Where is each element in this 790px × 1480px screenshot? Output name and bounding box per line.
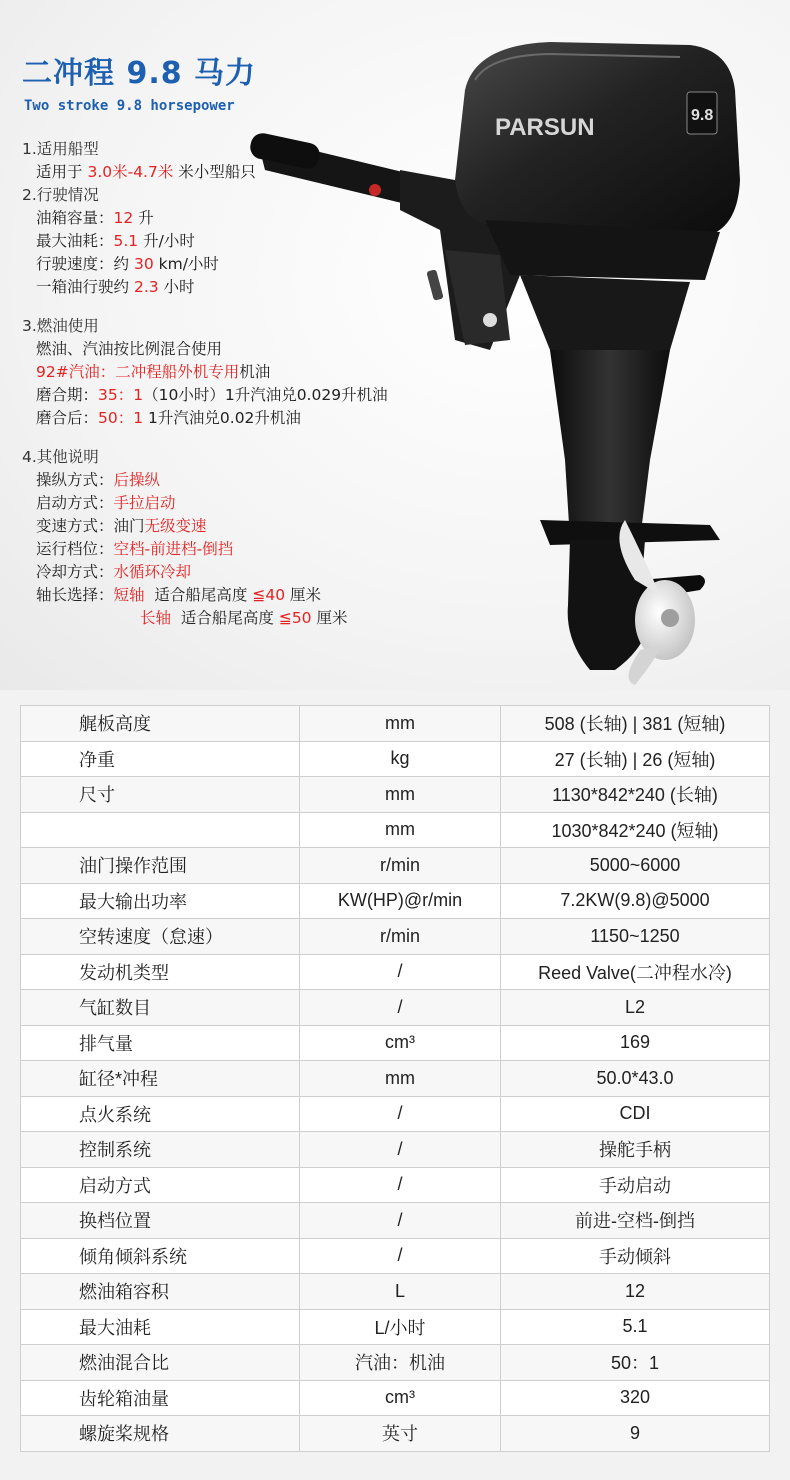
text: 1升汽油兑0.02升机油 bbox=[148, 409, 301, 427]
start-line bbox=[22, 492, 492, 515]
value: 长轴 bbox=[140, 609, 172, 627]
spec-value-cell: 5000~6000 bbox=[501, 848, 770, 884]
range-line bbox=[22, 276, 492, 299]
table-row bbox=[21, 706, 770, 742]
unit: 厘米 bbox=[316, 609, 348, 627]
table-row bbox=[21, 1380, 770, 1416]
value: ≦50 bbox=[278, 609, 312, 627]
text: 油门 bbox=[113, 517, 145, 535]
feature-list bbox=[22, 138, 492, 630]
spec-name-cell bbox=[21, 812, 300, 848]
section-heading-other: 4.其他说明 bbox=[22, 448, 99, 466]
spec-name-cell: 最大输出功率 bbox=[21, 883, 300, 919]
label: 变速方式： bbox=[36, 517, 114, 535]
spec-name-cell: 燃油箱容积 bbox=[21, 1274, 300, 1310]
fuel-line-1: 燃油、汽油按比例混合使用 bbox=[36, 340, 223, 358]
table-row bbox=[21, 990, 770, 1026]
table-row bbox=[21, 1025, 770, 1061]
spec-unit-cell: r/min bbox=[300, 848, 501, 884]
spec-name-cell: 油门操作范围 bbox=[21, 848, 300, 884]
value: 手拉启动 bbox=[113, 494, 176, 512]
spec-unit-cell: KW(HP)@r/min bbox=[300, 883, 501, 919]
page-title: 二冲程 9.8 马力 bbox=[22, 56, 257, 91]
value: 无级变速 bbox=[144, 517, 207, 535]
text: 机油 bbox=[239, 363, 271, 381]
boat-type-line bbox=[22, 161, 492, 184]
unit: 升/小时 bbox=[143, 232, 195, 250]
label: 磨合期： bbox=[36, 386, 99, 404]
ratio: 50：1 bbox=[98, 409, 144, 427]
spacer bbox=[22, 430, 492, 446]
text: 适合船尾高度 bbox=[180, 609, 274, 627]
label: 最大油耗： bbox=[36, 232, 114, 250]
brand-logo: PARSUN bbox=[495, 114, 595, 141]
spec-name-cell: 控制系统 bbox=[21, 1132, 300, 1168]
unit: 厘米 bbox=[290, 586, 322, 604]
label: 一箱油行驶约 bbox=[36, 278, 130, 296]
table-row bbox=[21, 777, 770, 813]
spec-value-cell: CDI bbox=[501, 1096, 770, 1132]
text: 米小型船只 bbox=[178, 163, 256, 181]
label: 油箱容量： bbox=[36, 209, 114, 227]
unit: km/小时 bbox=[158, 255, 219, 273]
spec-name-cell: 启动方式 bbox=[21, 1167, 300, 1203]
spec-name-cell: 尺寸 bbox=[21, 777, 300, 813]
label: 磨合后： bbox=[36, 409, 99, 427]
label: 轴长选择： bbox=[36, 586, 114, 604]
value: 二冲程船外机专用 bbox=[115, 363, 240, 381]
table-row bbox=[21, 1345, 770, 1381]
speed-line bbox=[22, 253, 492, 276]
control-line bbox=[22, 469, 492, 492]
spec-name-cell: 缸径*冲程 bbox=[21, 1061, 300, 1097]
gear-line bbox=[22, 538, 492, 561]
spec-value-cell: 手动倾斜 bbox=[501, 1238, 770, 1274]
table-row bbox=[21, 1167, 770, 1203]
spec-unit-cell: r/min bbox=[300, 919, 501, 955]
spec-unit-cell: mm bbox=[300, 1061, 501, 1097]
spec-value-cell: Reed Valve(二冲程水冷) bbox=[501, 954, 770, 990]
spec-unit-cell: mm bbox=[300, 706, 501, 742]
section-heading-fuel: 3.燃油使用 bbox=[22, 317, 99, 335]
spec-value-cell: 1150~1250 bbox=[501, 919, 770, 955]
label: 冷却方式： bbox=[36, 563, 114, 581]
spec-value-cell: 50：1 bbox=[501, 1345, 770, 1381]
spec-unit-cell: / bbox=[300, 1238, 501, 1274]
spec-name-cell: 螺旋桨规格 bbox=[21, 1416, 300, 1452]
tank-line bbox=[22, 207, 492, 230]
text: 适用于 bbox=[36, 163, 83, 181]
spec-value-cell: 508 (长轴) | 381 (短轴) bbox=[501, 706, 770, 742]
shift-line bbox=[22, 515, 492, 538]
spec-unit-cell: mm bbox=[300, 777, 501, 813]
ratio: 35：1 bbox=[98, 386, 144, 404]
spec-value-cell: 5.1 bbox=[501, 1309, 770, 1345]
table-row bbox=[21, 919, 770, 955]
table-row bbox=[21, 883, 770, 919]
spec-name-cell: 最大油耗 bbox=[21, 1309, 300, 1345]
value: 12 bbox=[113, 209, 134, 227]
value: 5.1 bbox=[113, 232, 139, 250]
table-row bbox=[21, 1203, 770, 1239]
spec-unit-cell: L bbox=[300, 1274, 501, 1310]
label: 操纵方式： bbox=[36, 471, 114, 489]
spec-unit-cell: cm³ bbox=[300, 1380, 501, 1416]
spec-name-cell: 齿轮箱油量 bbox=[21, 1380, 300, 1416]
fuel-line-2 bbox=[22, 361, 492, 384]
spec-name-cell: 换档位置 bbox=[21, 1203, 300, 1239]
fuel-line-4 bbox=[22, 407, 492, 430]
spec-value-cell: 320 bbox=[501, 1380, 770, 1416]
spec-unit-cell: / bbox=[300, 990, 501, 1026]
value: 水循环冷却 bbox=[113, 563, 192, 581]
spec-name-cell: 排气量 bbox=[21, 1025, 300, 1061]
spec-value-cell: 27 (长轴) | 26 (短轴) bbox=[501, 741, 770, 777]
spec-name-cell: 点火系统 bbox=[21, 1096, 300, 1132]
spec-unit-cell: / bbox=[300, 954, 501, 990]
spec-unit-cell: / bbox=[300, 1167, 501, 1203]
value: 短轴 bbox=[113, 586, 145, 604]
table-row bbox=[21, 1238, 770, 1274]
spec-value-cell: 操舵手柄 bbox=[501, 1132, 770, 1168]
section-heading-boat-type: 1.适用船型 bbox=[22, 140, 99, 158]
spec-unit-cell: kg bbox=[300, 741, 501, 777]
unit: 升 bbox=[138, 209, 154, 227]
table-row bbox=[21, 954, 770, 990]
value: 空档-前进档-倒挡 bbox=[113, 540, 234, 558]
spec-value-cell: 7.2KW(9.8)@5000 bbox=[501, 883, 770, 919]
spec-name-cell: 空转速度（怠速） bbox=[21, 919, 300, 955]
table-row bbox=[21, 1309, 770, 1345]
spec-unit-cell: 汽油：机油 bbox=[300, 1345, 501, 1381]
spec-table bbox=[20, 705, 770, 1452]
consumption-line bbox=[22, 230, 492, 253]
spec-name-cell: 艉板高度 bbox=[21, 706, 300, 742]
table-row bbox=[21, 741, 770, 777]
spec-unit-cell: cm³ bbox=[300, 1025, 501, 1061]
spec-unit-cell: / bbox=[300, 1203, 501, 1239]
boat-length-value: 3.0米-4.7米 bbox=[87, 163, 174, 181]
spec-unit-cell: mm bbox=[300, 812, 501, 848]
value: ≦40 bbox=[252, 586, 286, 604]
spec-unit-cell: / bbox=[300, 1096, 501, 1132]
spec-table-section bbox=[0, 690, 790, 1480]
spec-name-cell: 倾角倾斜系统 bbox=[21, 1238, 300, 1274]
spec-unit-cell: 英寸 bbox=[300, 1416, 501, 1452]
spec-name-cell: 气缸数目 bbox=[21, 990, 300, 1026]
table-row bbox=[21, 1274, 770, 1310]
cooling-line bbox=[22, 561, 492, 584]
spec-value-cell: 1030*842*240 (短轴) bbox=[501, 812, 770, 848]
spec-value-cell: 12 bbox=[501, 1274, 770, 1310]
text: （10小时）1升汽油兑0.029升机油 bbox=[143, 386, 388, 404]
spec-unit-cell: / bbox=[300, 1132, 501, 1168]
spec-value-cell: 前进-空档-倒挡 bbox=[501, 1203, 770, 1239]
label: 运行档位： bbox=[36, 540, 114, 558]
label: 行驶速度：约 bbox=[36, 255, 130, 273]
text: 适合船尾高度 bbox=[154, 586, 248, 604]
spec-value-cell: 9 bbox=[501, 1416, 770, 1452]
spec-unit-cell: L/小时 bbox=[300, 1309, 501, 1345]
spec-name-cell: 发动机类型 bbox=[21, 954, 300, 990]
value: 后操纵 bbox=[113, 471, 161, 489]
table-row bbox=[21, 1096, 770, 1132]
value: 2.3 bbox=[133, 278, 159, 296]
spec-value-cell: L2 bbox=[501, 990, 770, 1026]
section-heading-driving: 2.行驶情况 bbox=[22, 186, 99, 204]
spacer bbox=[22, 299, 492, 315]
value: 30 bbox=[133, 255, 154, 273]
table-row bbox=[21, 1061, 770, 1097]
shaft-long-line bbox=[22, 607, 492, 630]
hero-section bbox=[0, 0, 790, 690]
cowl-badge: 9.8 bbox=[691, 107, 714, 124]
spec-value-cell: 手动启动 bbox=[501, 1167, 770, 1203]
spec-name-cell: 燃油混合比 bbox=[21, 1345, 300, 1381]
label: 92#汽油： bbox=[36, 363, 116, 381]
table-row bbox=[21, 1132, 770, 1168]
label: 启动方式： bbox=[36, 494, 114, 512]
table-row bbox=[21, 848, 770, 884]
page-subtitle: Two stroke 9.8 horsepower bbox=[24, 98, 235, 114]
unit: 小时 bbox=[163, 278, 195, 296]
spec-value-cell: 50.0*43.0 bbox=[501, 1061, 770, 1097]
spec-value-cell: 1130*842*240 (长轴) bbox=[501, 777, 770, 813]
table-row bbox=[21, 812, 770, 848]
fuel-line-3 bbox=[22, 384, 492, 407]
shaft-short-line bbox=[22, 584, 492, 607]
table-row bbox=[21, 1416, 770, 1452]
spec-value-cell: 169 bbox=[501, 1025, 770, 1061]
spec-name-cell: 净重 bbox=[21, 741, 300, 777]
